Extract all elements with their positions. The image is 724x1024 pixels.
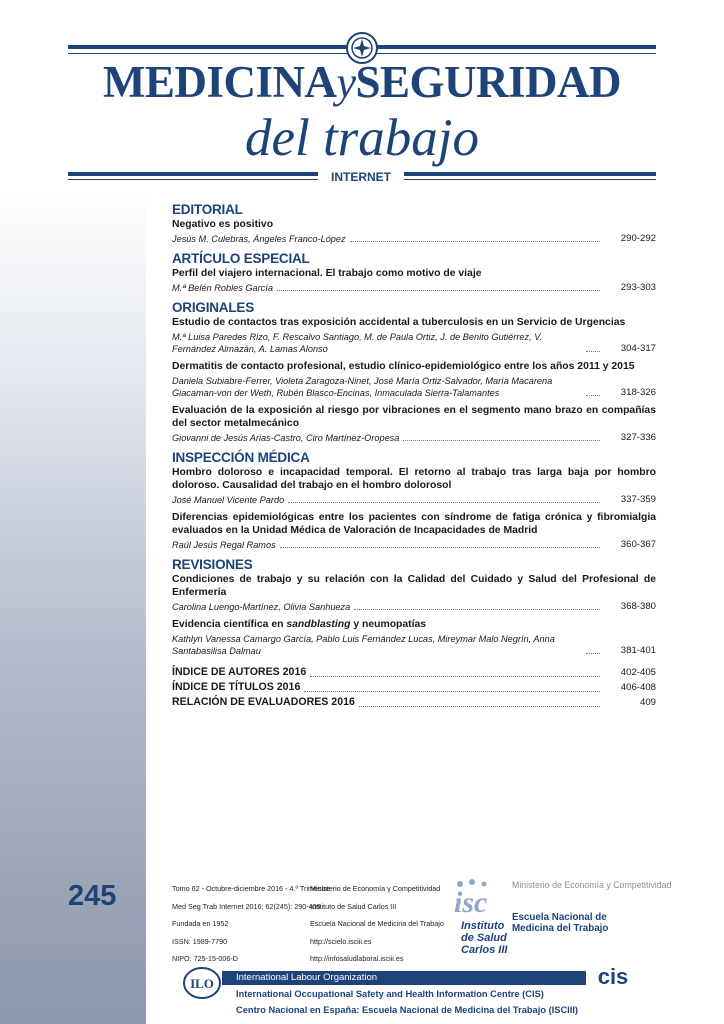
section-heading: ORIGINALES: [172, 300, 255, 315]
article-pages: 290-292: [620, 233, 656, 244]
section-heading: EDITORIAL: [172, 202, 243, 217]
leader-dots: [586, 395, 600, 396]
leader-dots: [350, 241, 600, 242]
article-title[interactable]: Estudio de contactos tras exposición accidental a tuberculosis en un Servicio de Urgencias: [172, 317, 626, 328]
article-authors-row: [172, 375, 656, 399]
leader-dots: [586, 351, 600, 352]
article-title[interactable]: Evidencia científica en sandblasting y neumopatías: [172, 619, 427, 630]
info-line: NIPO: 725-15-006-D: [172, 954, 238, 963]
leader-dots: [280, 547, 600, 548]
article-authors: Daniela Subiabre-Ferrer, Violeta Zaragoza-Ninet, José María Ortiz-Salvador, María Macarena Giacaman-von der Weth, Rubén Blasco-Encinas, Inmaculada Sierra-Talamantes: [172, 376, 553, 398]
article-pages: 368-380: [620, 601, 656, 612]
article-authors: Carolina Luengo-Martínez, Olivia Sanhueza: [172, 602, 351, 612]
index-pages: 402-405: [620, 667, 656, 678]
info-line: Ministerio de Economía y Competitividad: [310, 884, 441, 893]
edition-label: INTERNET: [318, 169, 404, 185]
svg-text:cis: cis: [597, 964, 629, 989]
svg-text:isc: isc: [454, 886, 488, 919]
article-title[interactable]: Hombro doloroso e incapacidad temporal. El retorno al trabajo tras larga baja por hombro doloroso. Causalidad del trabajo en el hombro dolorosol: [172, 467, 656, 491]
index-entry[interactable]: [172, 695, 656, 710]
section-heading: REVISIONES: [172, 557, 253, 572]
section-heading: ARTÍCULO ESPECIAL: [172, 251, 310, 266]
article-authors-row: [172, 331, 656, 355]
article-pages: 293-303: [620, 282, 656, 293]
cis-national-centre: Centro Nacional en España: Escuela Nacional de Medicina del Trabajo (ISCIII): [236, 1005, 579, 1015]
article-pages: 318-326: [620, 387, 656, 398]
article-pages: 337-359: [620, 494, 656, 505]
index-label: ÍNDICE DE AUTORES 2016: [172, 666, 307, 678]
publication-info: [172, 880, 330, 968]
table-of-contents: [172, 202, 656, 710]
info-line: Fundada en 1952: [172, 919, 229, 928]
article-title[interactable]: Condiciones de trabajo y su relación con la Calidad del Cuidado y Salud del Profesional de Enfermería: [172, 574, 656, 598]
info-line: Escuela Nacional de Medicina del Trabajo: [310, 919, 444, 928]
article-authors: M.ª Luisa Paredes Rizo, F. Rescalvo Santiago, M. de Paula Ortiz, J. de Benito Gutiérrez, V. Fernández Almazán, A. Lamas Alonso: [172, 332, 543, 354]
leader-dots: [277, 290, 600, 291]
article-title[interactable]: Perfil del viajero internacional. El trabajo como motivo de viaje: [172, 268, 482, 279]
article-authors-row: [172, 494, 656, 506]
leader-dots: [304, 691, 600, 692]
info-link[interactable]: http://scielo.isciii.es: [310, 936, 372, 946]
index-label: ÍNDICE DE TÍTULOS 2016: [172, 681, 301, 693]
index-entry[interactable]: [172, 665, 656, 680]
article-title[interactable]: Dermatitis de contacto profesional, estudio clínico-epidemiológico entre los años 2011 y 2015: [172, 361, 635, 372]
article-title[interactable]: Evaluación de la exposición al riesgo por vibraciones en el segmento mano brazo en compañías del sector metalmecánico: [172, 405, 656, 429]
info-line: Instituto de Salud Carlos III: [310, 901, 397, 911]
index-entry[interactable]: [172, 680, 656, 695]
info-link[interactable]: http://infosaludlaboral.isciii.es: [310, 954, 404, 963]
isciii-logo-icon: [448, 878, 506, 920]
article-authors: M.ª Belén Robles García: [172, 283, 273, 293]
leader-dots: [354, 609, 600, 610]
article-authors-row: [172, 432, 656, 444]
svg-text:ILO: ILO: [190, 976, 214, 991]
article-authors-row: [172, 539, 656, 551]
ilo-bar: International Labour Organization: [222, 971, 586, 985]
article-authors-row: [172, 233, 656, 245]
info-line: Med Seg Trab Internet 2016; 62(245): 290-409: [172, 901, 321, 911]
ministry-label: Ministerio de Economía y Competitividad: [512, 880, 672, 890]
article-pages: 304-317: [620, 343, 656, 354]
cis-logo-icon: [586, 962, 640, 990]
isciii-name: Instituto de Salud Carlos III: [461, 920, 508, 956]
article-pages: 381-401: [620, 645, 656, 656]
publisher-info: [310, 880, 444, 968]
ilo-logo-icon: [182, 966, 222, 1000]
info-line: ISSN: 1989-7790: [172, 936, 228, 946]
index-pages: 409: [639, 697, 656, 708]
journal-title-line1: MEDICINAySEGURIDAD: [102, 57, 622, 107]
info-line: Tomo 62 - Octubre-diciembre 2016 - 4.º Trimestre: [172, 884, 331, 893]
article-title[interactable]: Diferencias epidemiológicas entre los pacientes con síndrome de fatiga crónica y fibromialgia evaluados en la Unidad Médica de Valoración de Incapacidades de Madrid: [172, 512, 656, 536]
article-authors-row: [172, 282, 656, 294]
masthead: [0, 0, 724, 190]
article-pages: 360-367: [620, 539, 656, 550]
section-heading: INSPECCIÓN MÉDICA: [172, 450, 310, 465]
leader-dots: [403, 440, 600, 441]
leader-dots: [288, 502, 600, 503]
article-authors-row: [172, 601, 656, 613]
article-pages: 327-336: [620, 432, 656, 443]
article-authors: Kathlyn Vanessa Camargo García, Pablo Luis Fernández Lucas, Mireymar Malo Negrín, Anna Santabasilisa Dalmau: [172, 634, 555, 656]
leader-dots: [586, 653, 600, 654]
index-list: [172, 665, 656, 710]
article-authors-row: [172, 633, 656, 657]
index-pages: 406-408: [620, 682, 656, 693]
leader-dots: [359, 706, 600, 707]
article-authors: Giovanni de Jesús Arias-Castro, Ciro Martínez-Oropesa: [172, 433, 400, 443]
article-authors: José Manuel Vicente Pardo: [172, 495, 285, 505]
journal-title-line2: del trabajo: [244, 109, 480, 167]
enmt-label: Escuela Nacional de Medicina del Trabajo: [512, 912, 609, 934]
issue-number: 245: [68, 880, 117, 912]
leader-dots: [310, 676, 600, 677]
cis-name: International Occupational Safety and Health Information Centre (CIS): [236, 989, 544, 999]
article-authors: Jesús M. Culebras, Ángeles Franco-López: [172, 234, 346, 244]
index-label: RELACIÓN DE EVALUADORES 2016: [172, 696, 355, 708]
article-title[interactable]: Negativo es positivo: [172, 219, 274, 230]
article-authors: Raúl Jesús Regal Ramos: [172, 540, 276, 550]
